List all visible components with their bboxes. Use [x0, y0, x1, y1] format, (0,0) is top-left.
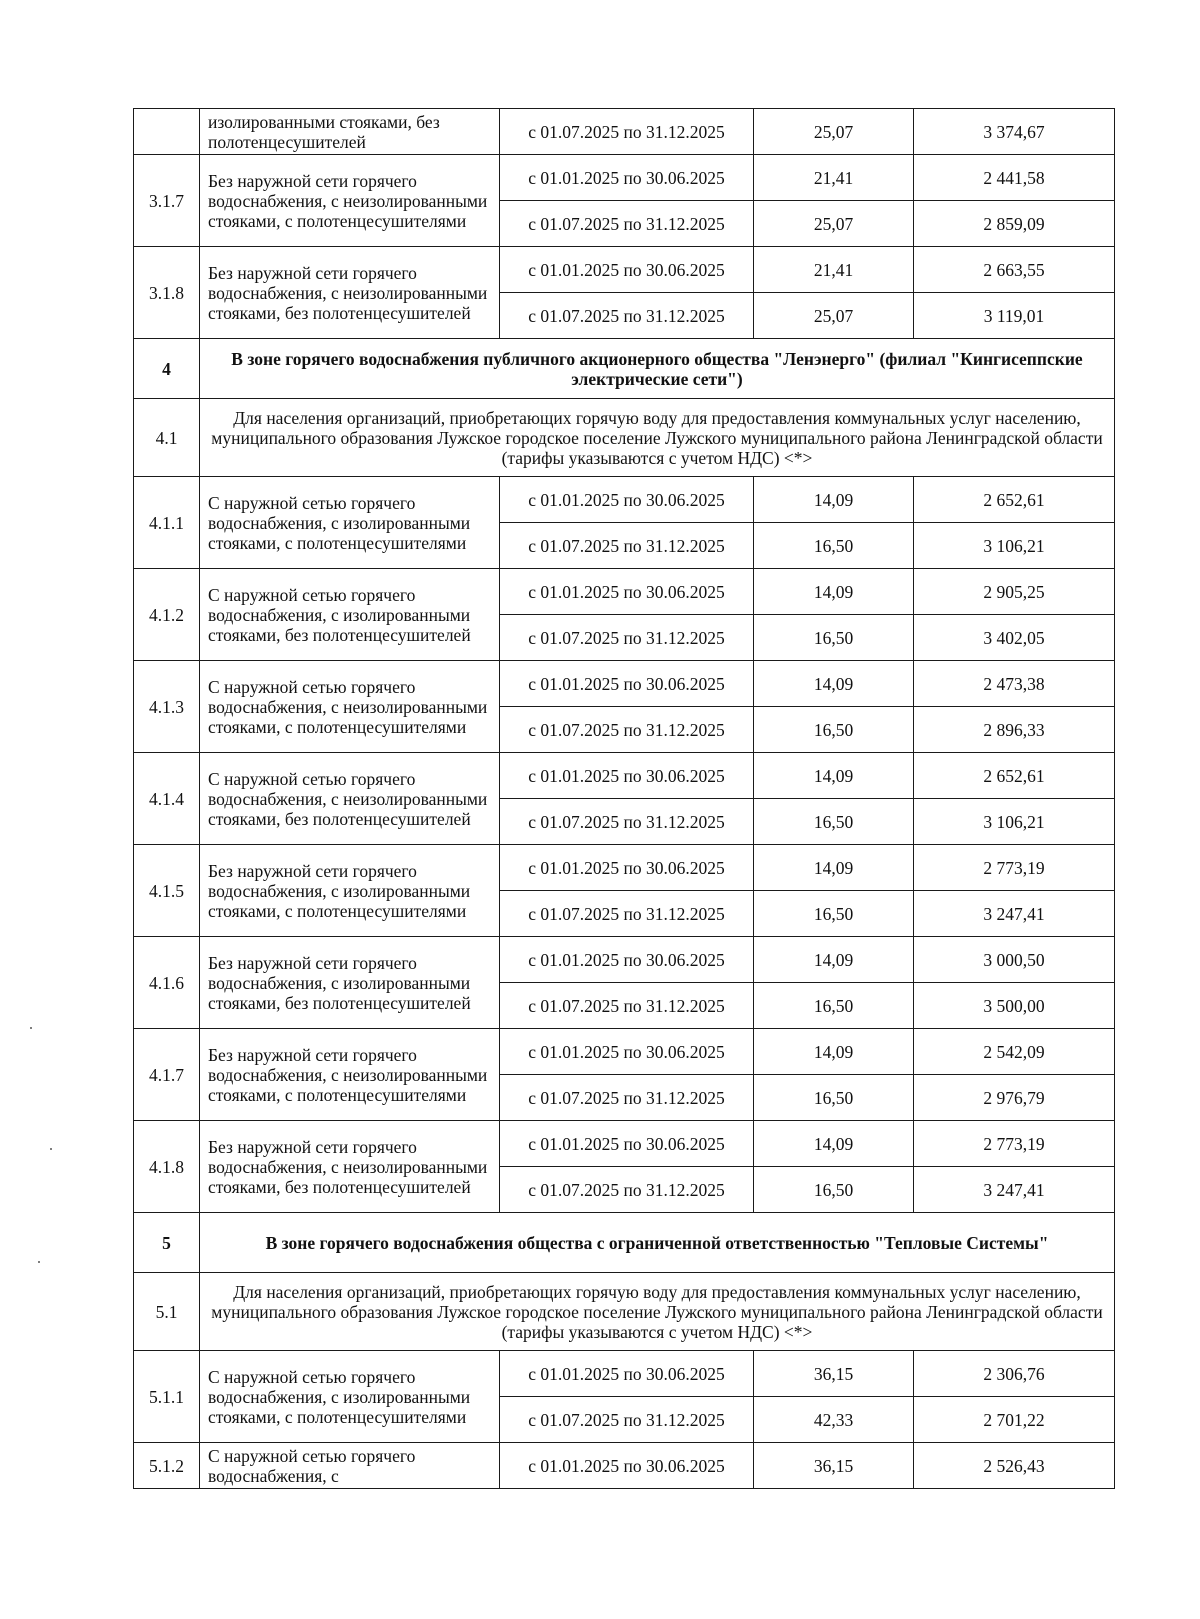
tariff-value: 3 374,67: [914, 109, 1115, 155]
connection-description: С наружной сетью горячего водоснабжения, с изолированными стояками, без полотенцесушителей: [200, 569, 500, 661]
consumption-norm: 16,50: [754, 707, 914, 753]
tariff-value: 2 905,25: [914, 569, 1115, 615]
zone-title: В зоне горячего водоснабжения общества с ограниченной ответственностью "Тепловые Системы": [200, 1213, 1115, 1273]
tariff-value: 3 500,00: [914, 983, 1115, 1029]
consumption-norm: 14,09: [754, 477, 914, 523]
scan-speck: [30, 1027, 32, 1029]
tariff-period: с 01.01.2025 по 30.06.2025: [500, 845, 754, 891]
tariff-period: с 01.07.2025 по 31.12.2025: [500, 799, 754, 845]
tariff-row: [134, 569, 1115, 615]
tariff-period: с 01.07.2025 по 31.12.2025: [500, 615, 754, 661]
tariff-period: с 01.07.2025 по 31.12.2025: [500, 109, 754, 155]
row-number: [134, 109, 200, 155]
tariff-value: 2 773,19: [914, 1121, 1115, 1167]
row-number: 5.1.1: [134, 1351, 200, 1443]
tariff-value: 3 106,21: [914, 523, 1115, 569]
consumption-norm: 16,50: [754, 983, 914, 1029]
consumption-norm: 16,50: [754, 799, 914, 845]
consumption-norm: 25,07: [754, 293, 914, 339]
row-number: 5.1.2: [134, 1443, 200, 1489]
consumption-norm: 14,09: [754, 937, 914, 983]
tariff-value: 2 773,19: [914, 845, 1115, 891]
tariff-period: с 01.01.2025 по 30.06.2025: [500, 1121, 754, 1167]
tariff-period: с 01.01.2025 по 30.06.2025: [500, 661, 754, 707]
scan-speck: [38, 1261, 40, 1263]
connection-description: Без наружной сети горячего водоснабжения, с неизолированными стояками, с полотенцесушителями: [200, 1029, 500, 1121]
tariff-row: [134, 661, 1115, 707]
tariff-value: 3 402,05: [914, 615, 1115, 661]
tariff-period: с 01.01.2025 по 30.06.2025: [500, 477, 754, 523]
connection-description: Без наружной сети горячего водоснабжения, с изолированными стояками, без полотенцесушителей: [200, 937, 500, 1029]
consumption-norm: 21,41: [754, 247, 914, 293]
tariff-period: с 01.01.2025 по 30.06.2025: [500, 1351, 754, 1397]
tariff-value: 2 652,61: [914, 477, 1115, 523]
connection-description: Без наружной сети горячего водоснабжения, с неизолированными стояками, без полотенцесушителей: [200, 1121, 500, 1213]
consumption-norm: 16,50: [754, 615, 914, 661]
tariff-table: [133, 108, 1115, 1489]
tariff-period: с 01.07.2025 по 31.12.2025: [500, 201, 754, 247]
subsection-row: [134, 1273, 1115, 1351]
tariff-value: 2 976,79: [914, 1075, 1115, 1121]
tariff-value: 3 247,41: [914, 1167, 1115, 1213]
row-number: 4.1: [134, 399, 200, 477]
tariff-value: 2 306,76: [914, 1351, 1115, 1397]
row-number: 3.1.8: [134, 247, 200, 339]
connection-description: С наружной сетью горячего водоснабжения, с: [200, 1443, 500, 1489]
row-number: 4.1.2: [134, 569, 200, 661]
tariff-value: 2 542,09: [914, 1029, 1115, 1075]
tariff-row: [134, 845, 1115, 891]
tariff-period: с 01.07.2025 по 31.12.2025: [500, 293, 754, 339]
tariff-period: с 01.07.2025 по 31.12.2025: [500, 1397, 754, 1443]
tariff-row: [134, 1443, 1115, 1489]
tariff-value: 2 896,33: [914, 707, 1115, 753]
tariff-period: с 01.01.2025 по 30.06.2025: [500, 753, 754, 799]
tariff-row: [134, 1029, 1115, 1075]
consumption-norm: 14,09: [754, 569, 914, 615]
tariff-row: [134, 155, 1115, 201]
tariff-table-body: [134, 109, 1115, 1489]
connection-description: С наружной сетью горячего водоснабжения, с неизолированными стояками, без полотенцесушителей: [200, 753, 500, 845]
scan-speck: [50, 1148, 52, 1150]
zone-title: В зоне горячего водоснабжения публичного акционерного общества "Ленэнерго" (филиал "Кингисеппские электрические сети"): [200, 339, 1115, 399]
connection-description: С наружной сетью горячего водоснабжения, с изолированными стояками, с полотенцесушителями: [200, 1351, 500, 1443]
consumption-norm: 16,50: [754, 1075, 914, 1121]
consumption-norm: 36,15: [754, 1351, 914, 1397]
consumption-norm: 14,09: [754, 845, 914, 891]
connection-description: изолированными стояками, без полотенцесушителей: [200, 109, 500, 155]
tariff-period: с 01.07.2025 по 31.12.2025: [500, 523, 754, 569]
tariff-row: [134, 753, 1115, 799]
row-number: 4: [134, 339, 200, 399]
tariff-value: 2 663,55: [914, 247, 1115, 293]
tariff-value: 3 247,41: [914, 891, 1115, 937]
tariff-period: с 01.01.2025 по 30.06.2025: [500, 569, 754, 615]
tariff-value: 3 000,50: [914, 937, 1115, 983]
tariff-period: с 01.07.2025 по 31.12.2025: [500, 983, 754, 1029]
row-number: 3.1.7: [134, 155, 200, 247]
consumption-norm: 42,33: [754, 1397, 914, 1443]
tariff-value: 2 652,61: [914, 753, 1115, 799]
tariff-row: [134, 247, 1115, 293]
subsection-text: Для населения организаций, приобретающих горячую воду для предоставления коммунальных услуг населению, муниципального образования Лужское городское поселение Лужского муниципального района Ленинградской области (тарифы указываются с учетом НДС) <*>: [200, 1273, 1115, 1351]
row-number: 5: [134, 1213, 200, 1273]
consumption-norm: 14,09: [754, 661, 914, 707]
tariff-period: с 01.01.2025 по 30.06.2025: [500, 247, 754, 293]
consumption-norm: 21,41: [754, 155, 914, 201]
connection-description: Без наружной сети горячего водоснабжения, с неизолированными стояками, с полотенцесушителями: [200, 155, 500, 247]
tariff-row: [134, 109, 1115, 155]
consumption-norm: 25,07: [754, 201, 914, 247]
connection-description: Без наружной сети горячего водоснабжения, с неизолированными стояками, без полотенцесушителей: [200, 247, 500, 339]
tariff-value: 2 701,22: [914, 1397, 1115, 1443]
subsection-text: Для населения организаций, приобретающих горячую воду для предоставления коммунальных услуг населению, муниципального образования Лужское городское поселение Лужского муниципального района Ленинградской области (тарифы указываются с учетом НДС) <*>: [200, 399, 1115, 477]
zone-header-row: [134, 1213, 1115, 1273]
tariff-document-page: [133, 108, 1114, 1489]
subsection-row: [134, 399, 1115, 477]
row-number: 4.1.1: [134, 477, 200, 569]
tariff-value: 2 859,09: [914, 201, 1115, 247]
row-number: 4.1.8: [134, 1121, 200, 1213]
tariff-value: 2 526,43: [914, 1443, 1115, 1489]
connection-description: С наружной сетью горячего водоснабжения, с изолированными стояками, с полотенцесушителями: [200, 477, 500, 569]
row-number: 5.1: [134, 1273, 200, 1351]
consumption-norm: 14,09: [754, 1029, 914, 1075]
consumption-norm: 16,50: [754, 523, 914, 569]
tariff-value: 3 106,21: [914, 799, 1115, 845]
row-number: 4.1.7: [134, 1029, 200, 1121]
consumption-norm: 25,07: [754, 109, 914, 155]
consumption-norm: 36,15: [754, 1443, 914, 1489]
tariff-period: с 01.07.2025 по 31.12.2025: [500, 707, 754, 753]
consumption-norm: 14,09: [754, 753, 914, 799]
tariff-period: с 01.07.2025 по 31.12.2025: [500, 891, 754, 937]
tariff-value: 2 441,58: [914, 155, 1115, 201]
consumption-norm: 14,09: [754, 1121, 914, 1167]
tariff-period: с 01.07.2025 по 31.12.2025: [500, 1075, 754, 1121]
consumption-norm: 16,50: [754, 1167, 914, 1213]
row-number: 4.1.6: [134, 937, 200, 1029]
tariff-row: [134, 1351, 1115, 1397]
row-number: 4.1.3: [134, 661, 200, 753]
connection-description: С наружной сетью горячего водоснабжения, с неизолированными стояками, с полотенцесушителями: [200, 661, 500, 753]
tariff-value: 2 473,38: [914, 661, 1115, 707]
tariff-period: с 01.07.2025 по 31.12.2025: [500, 1167, 754, 1213]
tariff-value: 3 119,01: [914, 293, 1115, 339]
tariff-row: [134, 1121, 1115, 1167]
zone-header-row: [134, 339, 1115, 399]
consumption-norm: 16,50: [754, 891, 914, 937]
connection-description: Без наружной сети горячего водоснабжения, с изолированными стояками, с полотенцесушителями: [200, 845, 500, 937]
row-number: 4.1.5: [134, 845, 200, 937]
tariff-period: с 01.01.2025 по 30.06.2025: [500, 155, 754, 201]
tariff-period: с 01.01.2025 по 30.06.2025: [500, 1443, 754, 1489]
tariff-row: [134, 477, 1115, 523]
tariff-period: с 01.01.2025 по 30.06.2025: [500, 1029, 754, 1075]
tariff-row: [134, 937, 1115, 983]
row-number: 4.1.4: [134, 753, 200, 845]
tariff-period: с 01.01.2025 по 30.06.2025: [500, 937, 754, 983]
